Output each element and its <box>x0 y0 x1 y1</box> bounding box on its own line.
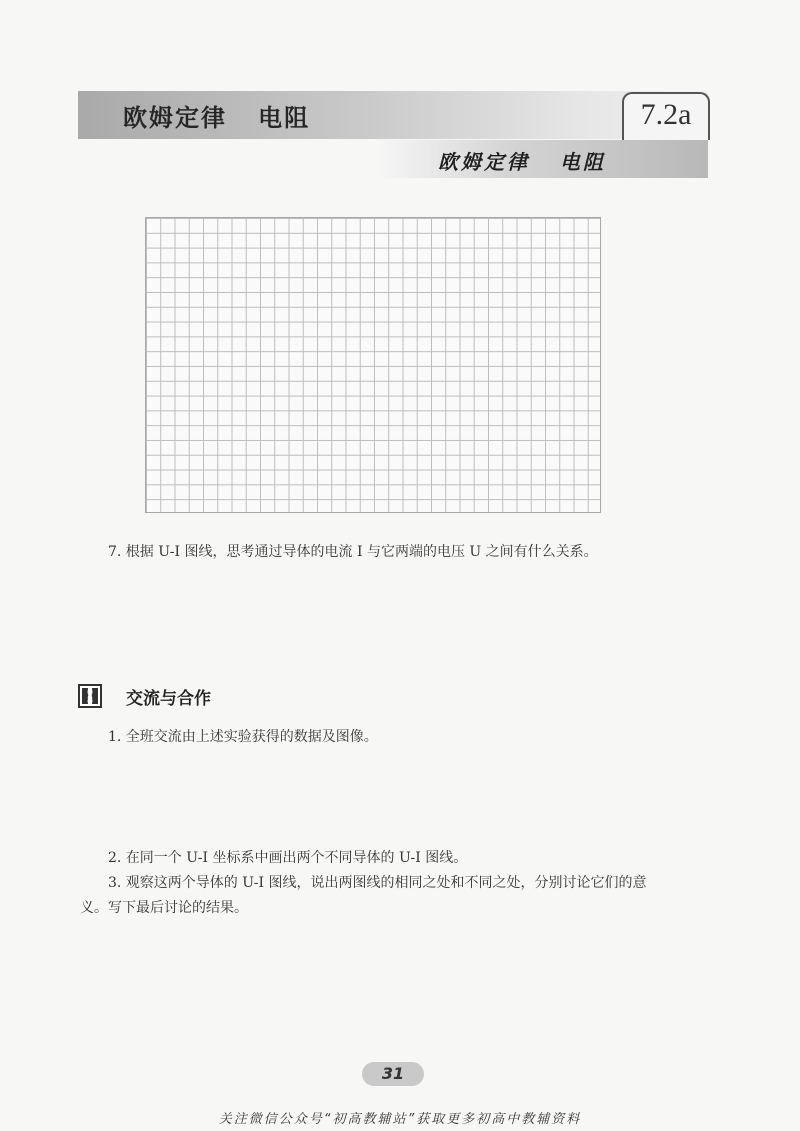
cooperation-item-3: 3. 观察这两个导体的 U-I 图线，说出两图线的相同之处和不同之处，分别讨论它们的意 <box>108 875 647 891</box>
chapter-title: 欧姆定律 电阻 <box>123 104 311 132</box>
cooperation-heading: 交流与合作 <box>126 689 211 709</box>
cooperation-item-3-continued: 义。写下最后讨论的结果。 <box>80 900 248 916</box>
page-number: 31 <box>381 1064 405 1083</box>
question-7: 7. 根据 U-I 图线，思考通过导体的电流 I 与它两端的电压 U 之间有什么关系。 <box>108 544 598 560</box>
section-number: 7.2a <box>640 98 692 131</box>
footer-note: 关注微信公众号“初高教辅站”获取更多初高中教辅资料 <box>218 1112 582 1127</box>
cooperation-item-1: 1. 全班交流由上述实验获得的数据及图像。 <box>108 729 378 745</box>
two-faces-icon <box>78 684 102 708</box>
graph-paper-grid <box>145 217 601 513</box>
subtitle: 欧姆定律 电阻 <box>438 150 606 174</box>
cooperation-item-2: 2. 在同一个 U-I 坐标系中画出两个不同导体的 U-I 图线。 <box>108 850 468 866</box>
